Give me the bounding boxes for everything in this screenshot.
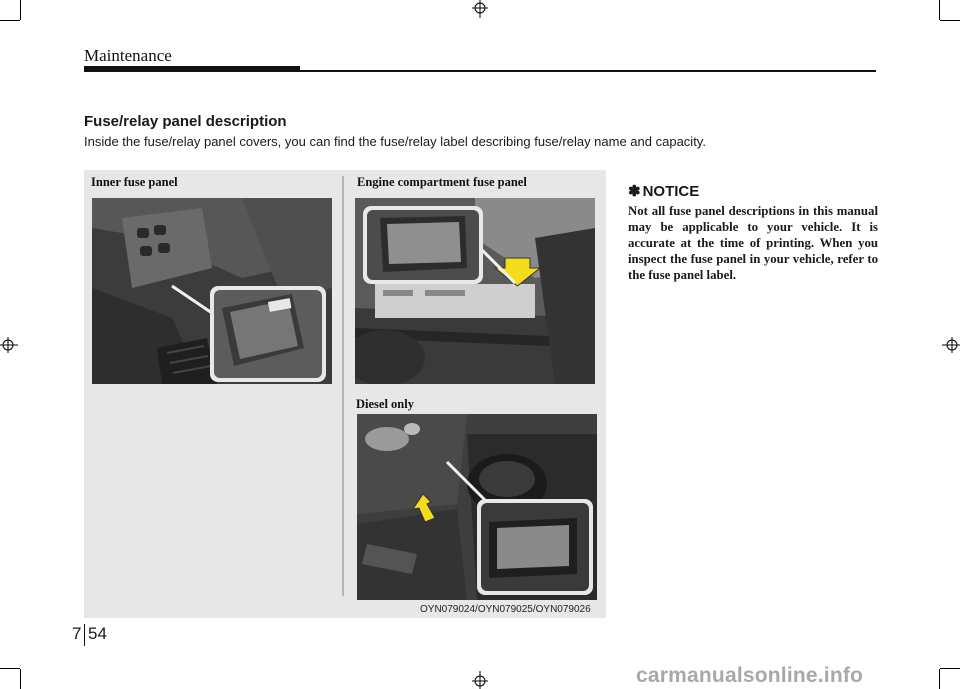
header-rule-thin (300, 70, 876, 72)
inner-fuse-caption: Inner fuse panel (91, 175, 178, 189)
crop-mark (939, 0, 940, 20)
header-rule-thick (84, 66, 300, 72)
section-title: Maintenance (84, 46, 172, 65)
engine-fuse-panel-photo (355, 198, 595, 384)
page-number-divider (84, 624, 85, 646)
crop-mark (20, 669, 21, 689)
chapter-number: 7 (72, 624, 82, 643)
figure-divider (342, 176, 344, 596)
notice-body: Not all fuse panel descriptions in this manual may be applicable to your vehicle. It is accurate at the time of printing. When you inspect the fuse panel in your vehicle, refer to the fuse panel label. (628, 204, 878, 282)
notice-title (628, 182, 699, 200)
figure-code: OYN079024/OYN079025/OYN079026 (420, 604, 591, 615)
page-heading: Fuse/relay panel description (84, 113, 287, 130)
inner-fuse-panel-photo (92, 198, 332, 384)
diesel-fuse-panel-photo (357, 414, 597, 600)
registration-mark (470, 0, 490, 18)
crop-mark (940, 668, 960, 669)
crop-mark (0, 20, 20, 21)
registration-mark (0, 335, 18, 355)
crop-mark (0, 668, 20, 669)
intro-paragraph: Inside the fuse/relay panel covers, you can find the fuse/relay label describing fuse/relay name and capacity. (84, 134, 706, 149)
registration-mark (470, 671, 490, 689)
crop-mark (20, 0, 21, 20)
crop-mark (939, 669, 940, 689)
asterisk-notice-icon: ✽ (628, 183, 641, 200)
registration-mark (942, 335, 960, 355)
watermark: carmanualsonline.info (636, 664, 864, 687)
diesel-caption: Diesel only (356, 397, 414, 411)
engine-fuse-caption: Engine compartment fuse panel (357, 175, 527, 189)
crop-mark (940, 20, 960, 21)
page-number: 54 (88, 624, 107, 643)
notice-title-text: NOTICE (642, 182, 700, 200)
